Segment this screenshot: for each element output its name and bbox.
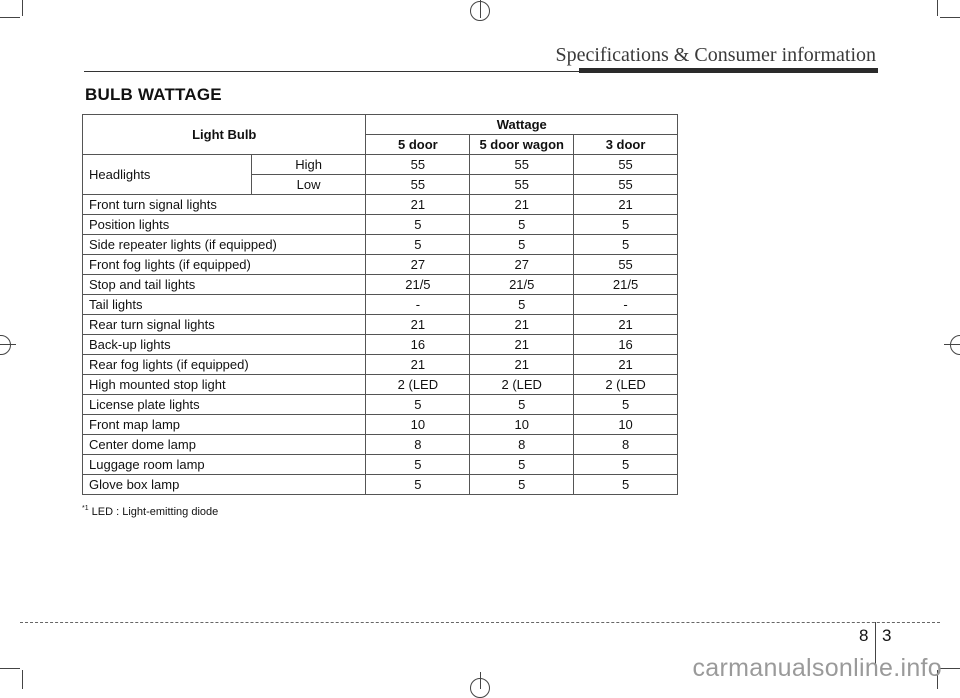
- table-row: [83, 335, 678, 355]
- table-cell: 2 (LED: [366, 375, 470, 395]
- table-cell: 10: [366, 415, 470, 435]
- table-row: [83, 255, 678, 275]
- row-label: Side repeater lights (if equipped): [83, 235, 366, 255]
- subheader-5-door: 5 door: [366, 135, 470, 155]
- table-cell: 21: [574, 195, 678, 215]
- subheader-5-door-wagon: 5 door wagon: [470, 135, 574, 155]
- table-cell: 21: [470, 315, 574, 335]
- table-cell: 16: [574, 335, 678, 355]
- table-row: [83, 155, 678, 175]
- table-cell: 21: [366, 315, 470, 335]
- table-cell: 55: [470, 155, 574, 175]
- table-cell: 55: [574, 175, 678, 195]
- table-cell: 5: [470, 215, 574, 235]
- crop-mark: [937, 0, 938, 16]
- table-cell: 5: [366, 455, 470, 475]
- table-cell: 21: [574, 355, 678, 375]
- table-cell: [574, 395, 678, 415]
- table-row: [83, 475, 678, 495]
- cell-value: 5: [621, 396, 630, 412]
- crop-mark: [940, 668, 960, 669]
- table-cell: 8: [574, 435, 678, 455]
- crop-mark: [0, 17, 20, 18]
- row-label: Front map lamp: [83, 415, 366, 435]
- table-cell: 21: [366, 195, 470, 215]
- crop-mark: [22, 670, 23, 689]
- light-bulb-header: Light Bulb: [83, 115, 366, 155]
- page-heading: BULB WATTAGE: [85, 85, 222, 104]
- table-cell: 16: [366, 335, 470, 355]
- row-label: Tail lights: [83, 295, 366, 315]
- table-cell: 5: [470, 475, 574, 495]
- table-cell: 5: [574, 455, 678, 475]
- header-rule: [84, 71, 579, 72]
- table-cell: [470, 395, 574, 415]
- crop-mark: [0, 668, 20, 669]
- table-cell: 21: [574, 315, 678, 335]
- cell-value: 5: [518, 396, 526, 412]
- table-cell: 55: [366, 155, 470, 175]
- table-cell: 5: [470, 455, 574, 475]
- table-cell: 27: [470, 255, 574, 275]
- watermark: carmanualsonline.info: [692, 654, 942, 682]
- table-cell: 21: [366, 355, 470, 375]
- table-cell: 27: [366, 255, 470, 275]
- crop-mark: [22, 0, 23, 16]
- footnote: [82, 506, 218, 518]
- page-number: 3: [882, 626, 892, 645]
- table-row: [83, 435, 678, 455]
- table-cell: 5: [574, 235, 678, 255]
- registration-mark: [470, 1, 490, 21]
- table-cell: [366, 395, 470, 415]
- table-cell: 5: [574, 475, 678, 495]
- registration-mark: [0, 335, 11, 355]
- row-label: Position lights: [83, 215, 366, 235]
- row-label: Luggage room lamp: [83, 455, 366, 475]
- row-label: Back-up lights: [83, 335, 366, 355]
- registration-mark: [950, 335, 960, 355]
- table-cell: 5: [470, 295, 574, 315]
- table-cell: 2 (LED: [574, 375, 678, 395]
- footer-divider: [20, 622, 940, 623]
- table-row: [83, 295, 678, 315]
- header-bar: [579, 68, 878, 73]
- table-row: [83, 315, 678, 335]
- cell-value: 5: [414, 396, 422, 412]
- table-cell: 5: [366, 235, 470, 255]
- table-row: [83, 215, 678, 235]
- table-cell: 5: [366, 475, 470, 495]
- table-cell: 5: [574, 215, 678, 235]
- table-cell: 21/5: [470, 275, 574, 295]
- registration-mark: [470, 678, 490, 698]
- bulb-wattage-table: [82, 114, 678, 495]
- footnote-mark: *1: [82, 505, 89, 512]
- table-cell: 21: [470, 335, 574, 355]
- row-label: High mounted stop light: [83, 375, 366, 395]
- row-label: Center dome lamp: [83, 435, 366, 455]
- table-cell: 55: [366, 175, 470, 195]
- table-cell: -: [574, 295, 678, 315]
- crop-mark: [940, 17, 960, 18]
- table-cell: 55: [574, 155, 678, 175]
- table-row: [83, 375, 678, 395]
- footnote-text: LED : Light-emitting diode: [88, 506, 219, 518]
- table-cell: 21: [470, 195, 574, 215]
- table-row: [83, 395, 678, 415]
- table-cell: 21: [470, 355, 574, 375]
- row-label: Stop and tail lights: [83, 275, 366, 295]
- headlights-label: Headlights: [83, 155, 252, 195]
- table-row: [83, 275, 678, 295]
- table-header-row: [83, 115, 678, 135]
- table-row: [83, 455, 678, 475]
- row-label: Glove box lamp: [83, 475, 366, 495]
- table-row: [83, 355, 678, 375]
- table-row: [83, 415, 678, 435]
- table-cell: 8: [366, 435, 470, 455]
- table-row: [83, 235, 678, 255]
- table-cell: 2 (LED: [470, 375, 574, 395]
- row-label: Front turn signal lights: [83, 195, 366, 215]
- subheader-3-door: 3 door: [574, 135, 678, 155]
- chapter-number: 8: [859, 626, 869, 645]
- wattage-header: Wattage: [366, 115, 678, 135]
- table-cell: 8: [470, 435, 574, 455]
- table-row: [83, 195, 678, 215]
- row-label: Rear fog lights (if equipped): [83, 355, 366, 375]
- headlights-high-label: High: [251, 155, 366, 175]
- table-cell: 10: [470, 415, 574, 435]
- table-cell: -: [366, 295, 470, 315]
- row-label: Rear turn signal lights: [83, 315, 366, 335]
- table-cell: 21/5: [366, 275, 470, 295]
- headlights-low-label: Low: [251, 175, 366, 195]
- row-label: Front fog lights (if equipped): [83, 255, 366, 275]
- table-cell: 55: [574, 255, 678, 275]
- section-title: Specifications & Consumer information: [555, 44, 876, 66]
- table-cell: 5: [470, 235, 574, 255]
- row-label: License plate lights: [83, 395, 366, 415]
- table-cell: 21/5: [574, 275, 678, 295]
- table-cell: 10: [574, 415, 678, 435]
- table-cell: 55: [470, 175, 574, 195]
- table-cell: 5: [366, 215, 470, 235]
